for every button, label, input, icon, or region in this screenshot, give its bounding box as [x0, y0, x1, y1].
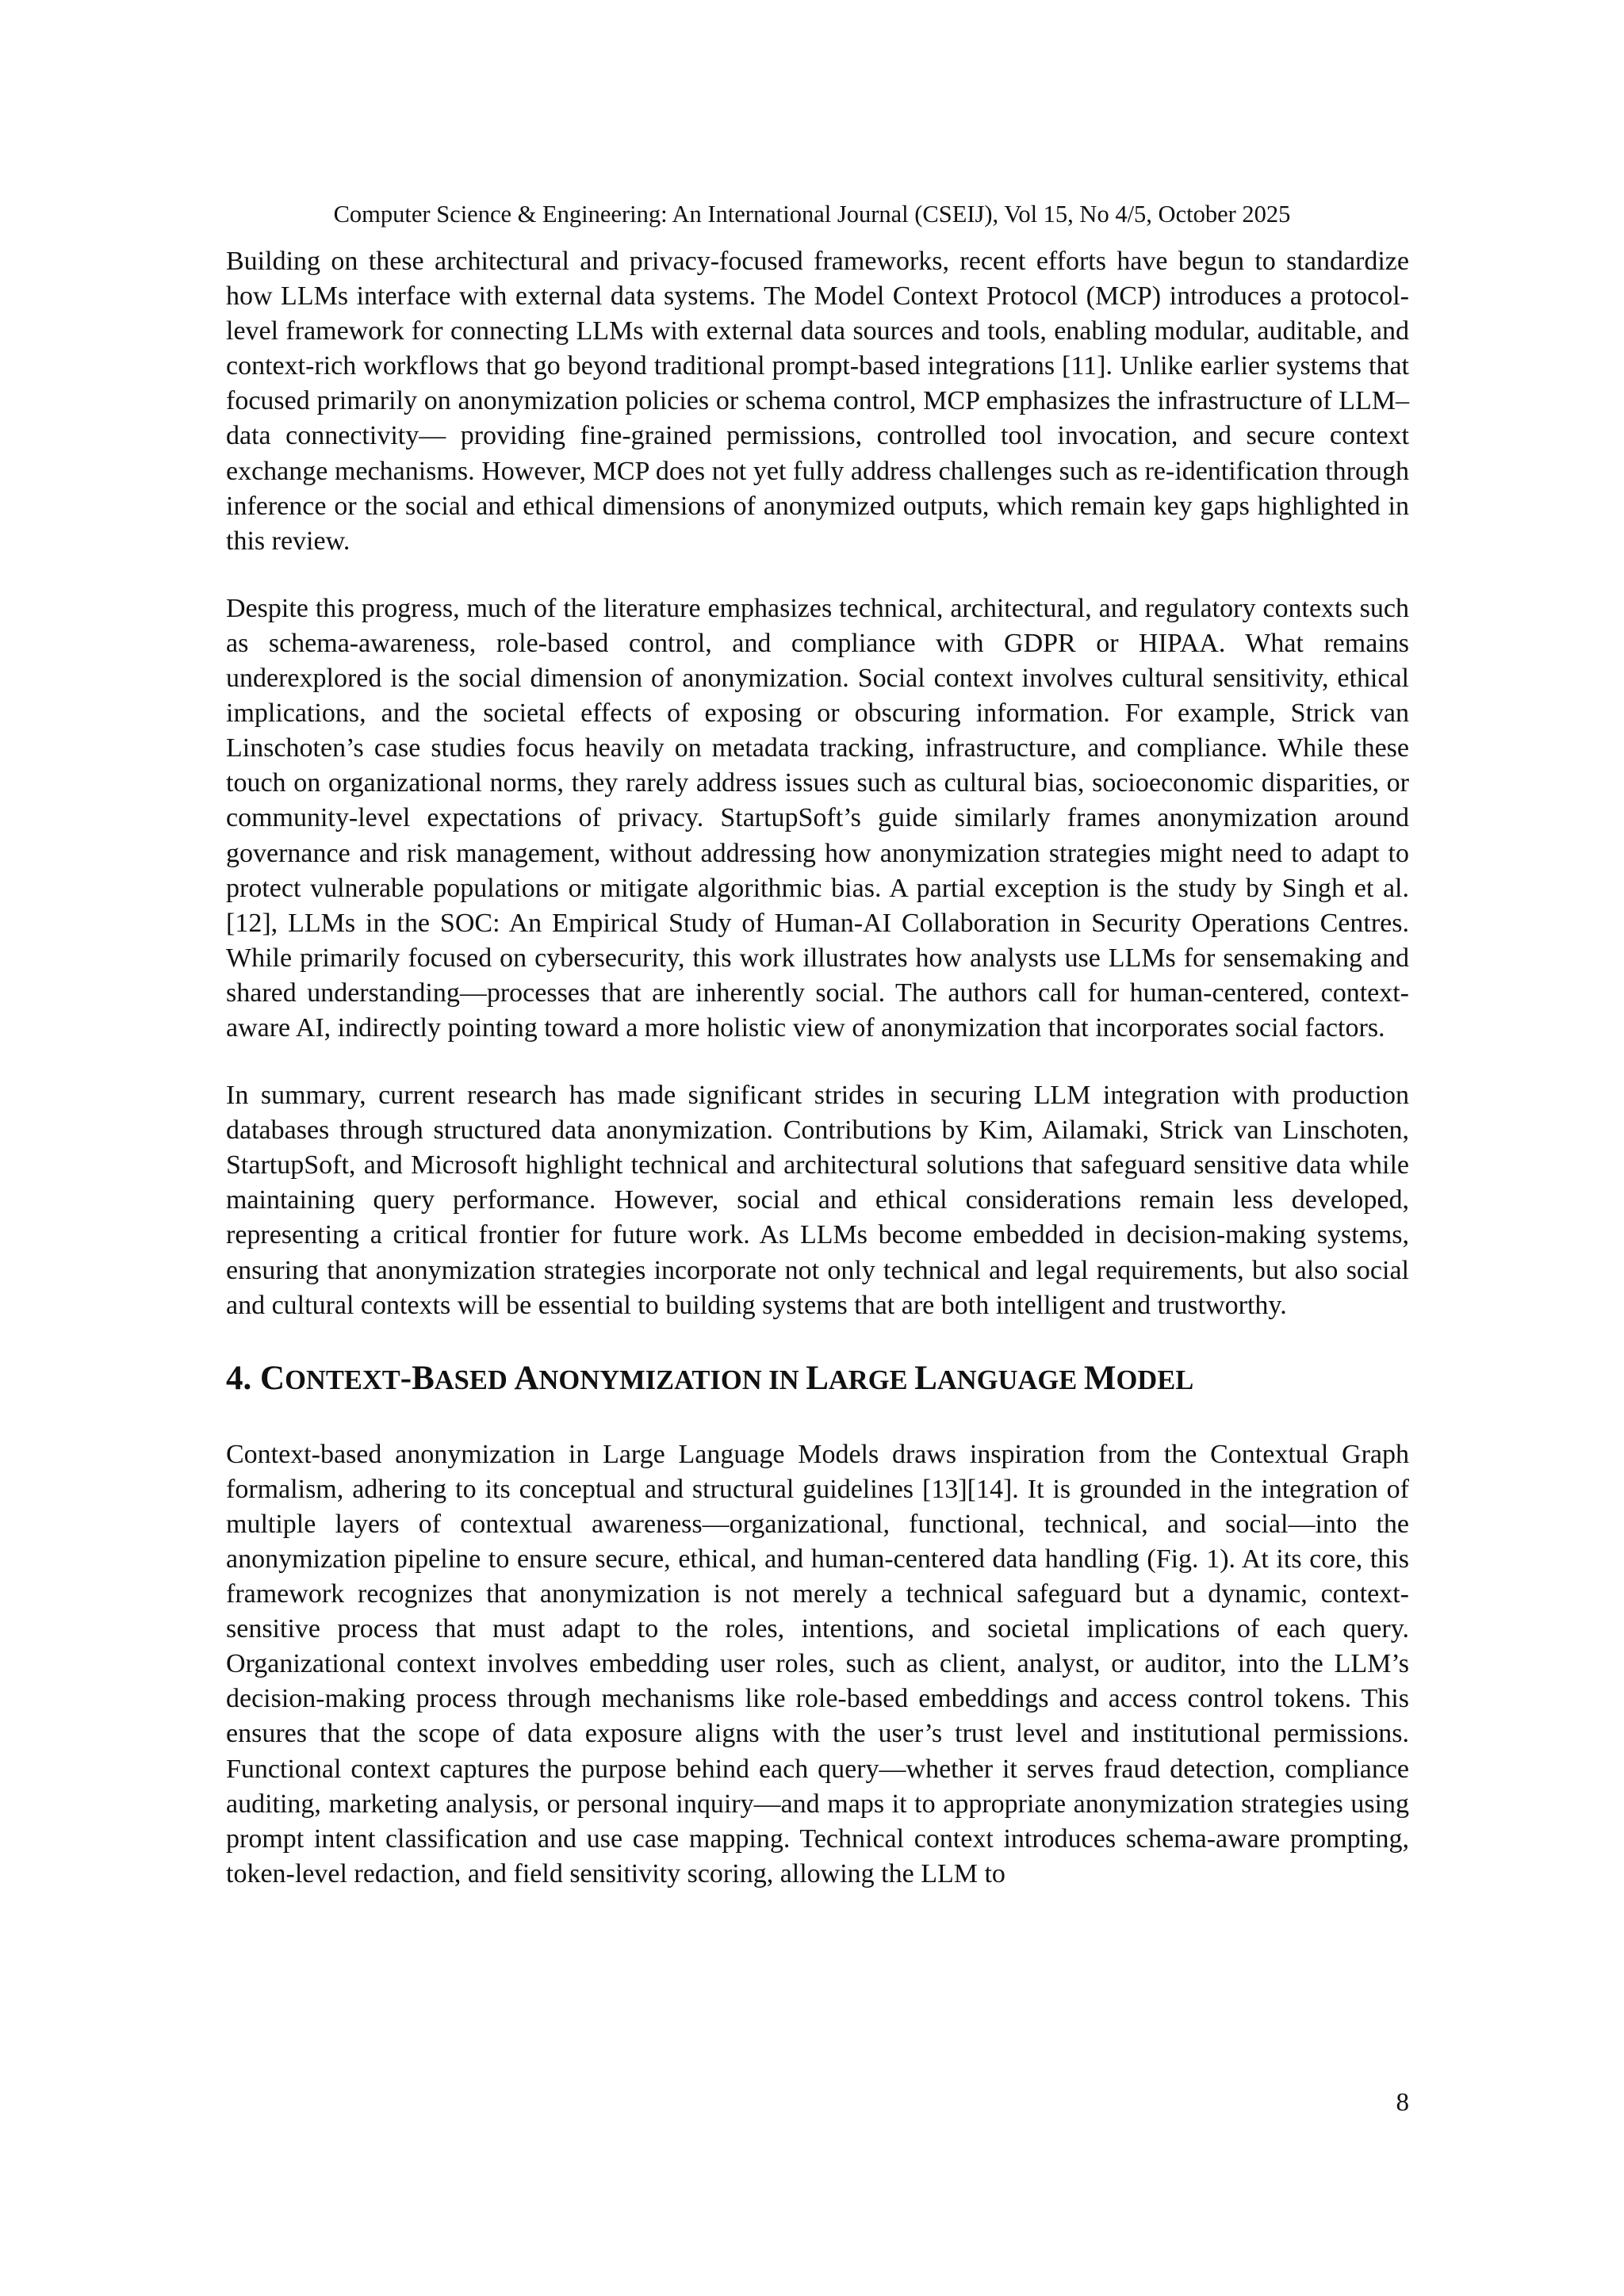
paragraph-context-based-anonymization: Context-based anonymization in Large Language Models draws inspiration from the Contextual Graph formalism, adhering to its conceptual and structural guidelines [13][14]. It is grounded in the integration of multiple layers of contextual awareness—organizational, functional, technical, and social—into the anonymization pipeline to ensure secure, ethical, and human-centered data handling (Fig. 1). At its core, this framework recognizes that anonymization is not merely a technical safeguard but a dynamic, context-sensitive process that must adapt to the roles, intentions, and societal implications of each query. Organizational context involves embedding user roles, such as client, analyst, or auditor, into the LLM’s decision-making process through mechanisms like role-based embeddings and access control tokens. This ensures that the scope of data exposure aligns with the user’s trust level and institutional permissions. Functional context captures the purpose behind each query—whether it serves fraud detection, compliance auditing, marketing analysis, or personal inquiry—and maps it to appropriate anonymization strategies using prompt intent classification and use case mapping. Technical context introduces schema-aware prompting, token-level redaction, and field sensitivity scoring, allowing the LLM to: [226, 1439, 1409, 1888]
paragraph-social-dimension: Despite this progress, much of the literature emphasizes technical, architectural, and regulatory contexts such as schema-awareness, role-based control, and compliance with GDPR or HIPAA. What remains underexplored is the social dimension of anonymization. Social context involves cultural sensitivity, ethical implications, and the societal effects of exposing or obscuring information. For example, Strick van Linschoten’s case studies focus heavily on metadata tracking, infrastructure, and compliance. While these touch on organizational norms, they rarely address issues such as cultural bias, socioeconomic disparities, or community-level expectations of privacy. StartupSoft’s guide similarly frames anonymization around governance and risk management, without addressing how anonymization strategies might need to adapt to protect vulnerable populations or mitigate algorithmic bias. A partial exception is the study by Singh et al. [12], LLMs in the SOC: An Empirical Study of Human-AI Collaboration in Security Operations Centres. While primarily focused on cybersecurity, this work illustrates how analysts use LLMs for sensemaking and shared understanding—processes that are inherently social. The authors call for human-centered, context-aware AI, indirectly pointing toward a more holistic view of anonymization that incorporates social factors.: [226, 593, 1409, 1043]
section-number: 4.: [226, 1359, 252, 1397]
running-header: Computer Science & Engineering: An International Journal (CSEIJ), Vol 15, No 4/5, October 2025: [333, 201, 1291, 228]
section-heading: [226, 1357, 1409, 1402]
paragraph-mcp: Building on these architectural and privacy-focused frameworks, recent efforts have begun to standardize how LLMs interface with external data systems. The Model Context Protocol (MCP) introduces a protocol-level framework for connecting LLMs with external data sources and tools, enabling modular, auditable, and context-rich workflows that go beyond traditional prompt-based integrations [11]. Unlike earlier systems that focused primarily on anonymization policies or schema control, MCP emphasizes the infrastructure of LLM–data connectivity— providing fine-grained permissions, controlled tool invocation, and secure context exchange mechanisms. However, MCP does not yet fully address challenges such as re-identification through inference or the social and ethical dimensions of anonymized outputs, which remain key gaps highlighted in this review.: [226, 247, 1409, 556]
section-title: CONTEXT-BASED ANONYMIZATION IN LARGE LANGUAGE MODEL: [260, 1359, 1194, 1397]
page-number: 8: [1396, 2088, 1409, 2117]
page-body: [226, 244, 1409, 1892]
paragraph-summary: In summary, current research has made significant strides in securing LLM integration with production databases through structured data anonymization. Contributions by Kim, Ailamaki, Strick van Linschoten, StartupSoft, and Microsoft highlight technical and architectural solutions that safeguard sensitive data while maintaining query performance. However, social and ethical considerations remain less developed, representing a critical frontier for future work. As LLMs become embedded in decision-making systems, ensuring that anonymization strategies incorporate not only technical and legal requirements, but also social and cultural contexts will be essential to building systems that are both intelligent and trustworthy.: [226, 1081, 1409, 1320]
